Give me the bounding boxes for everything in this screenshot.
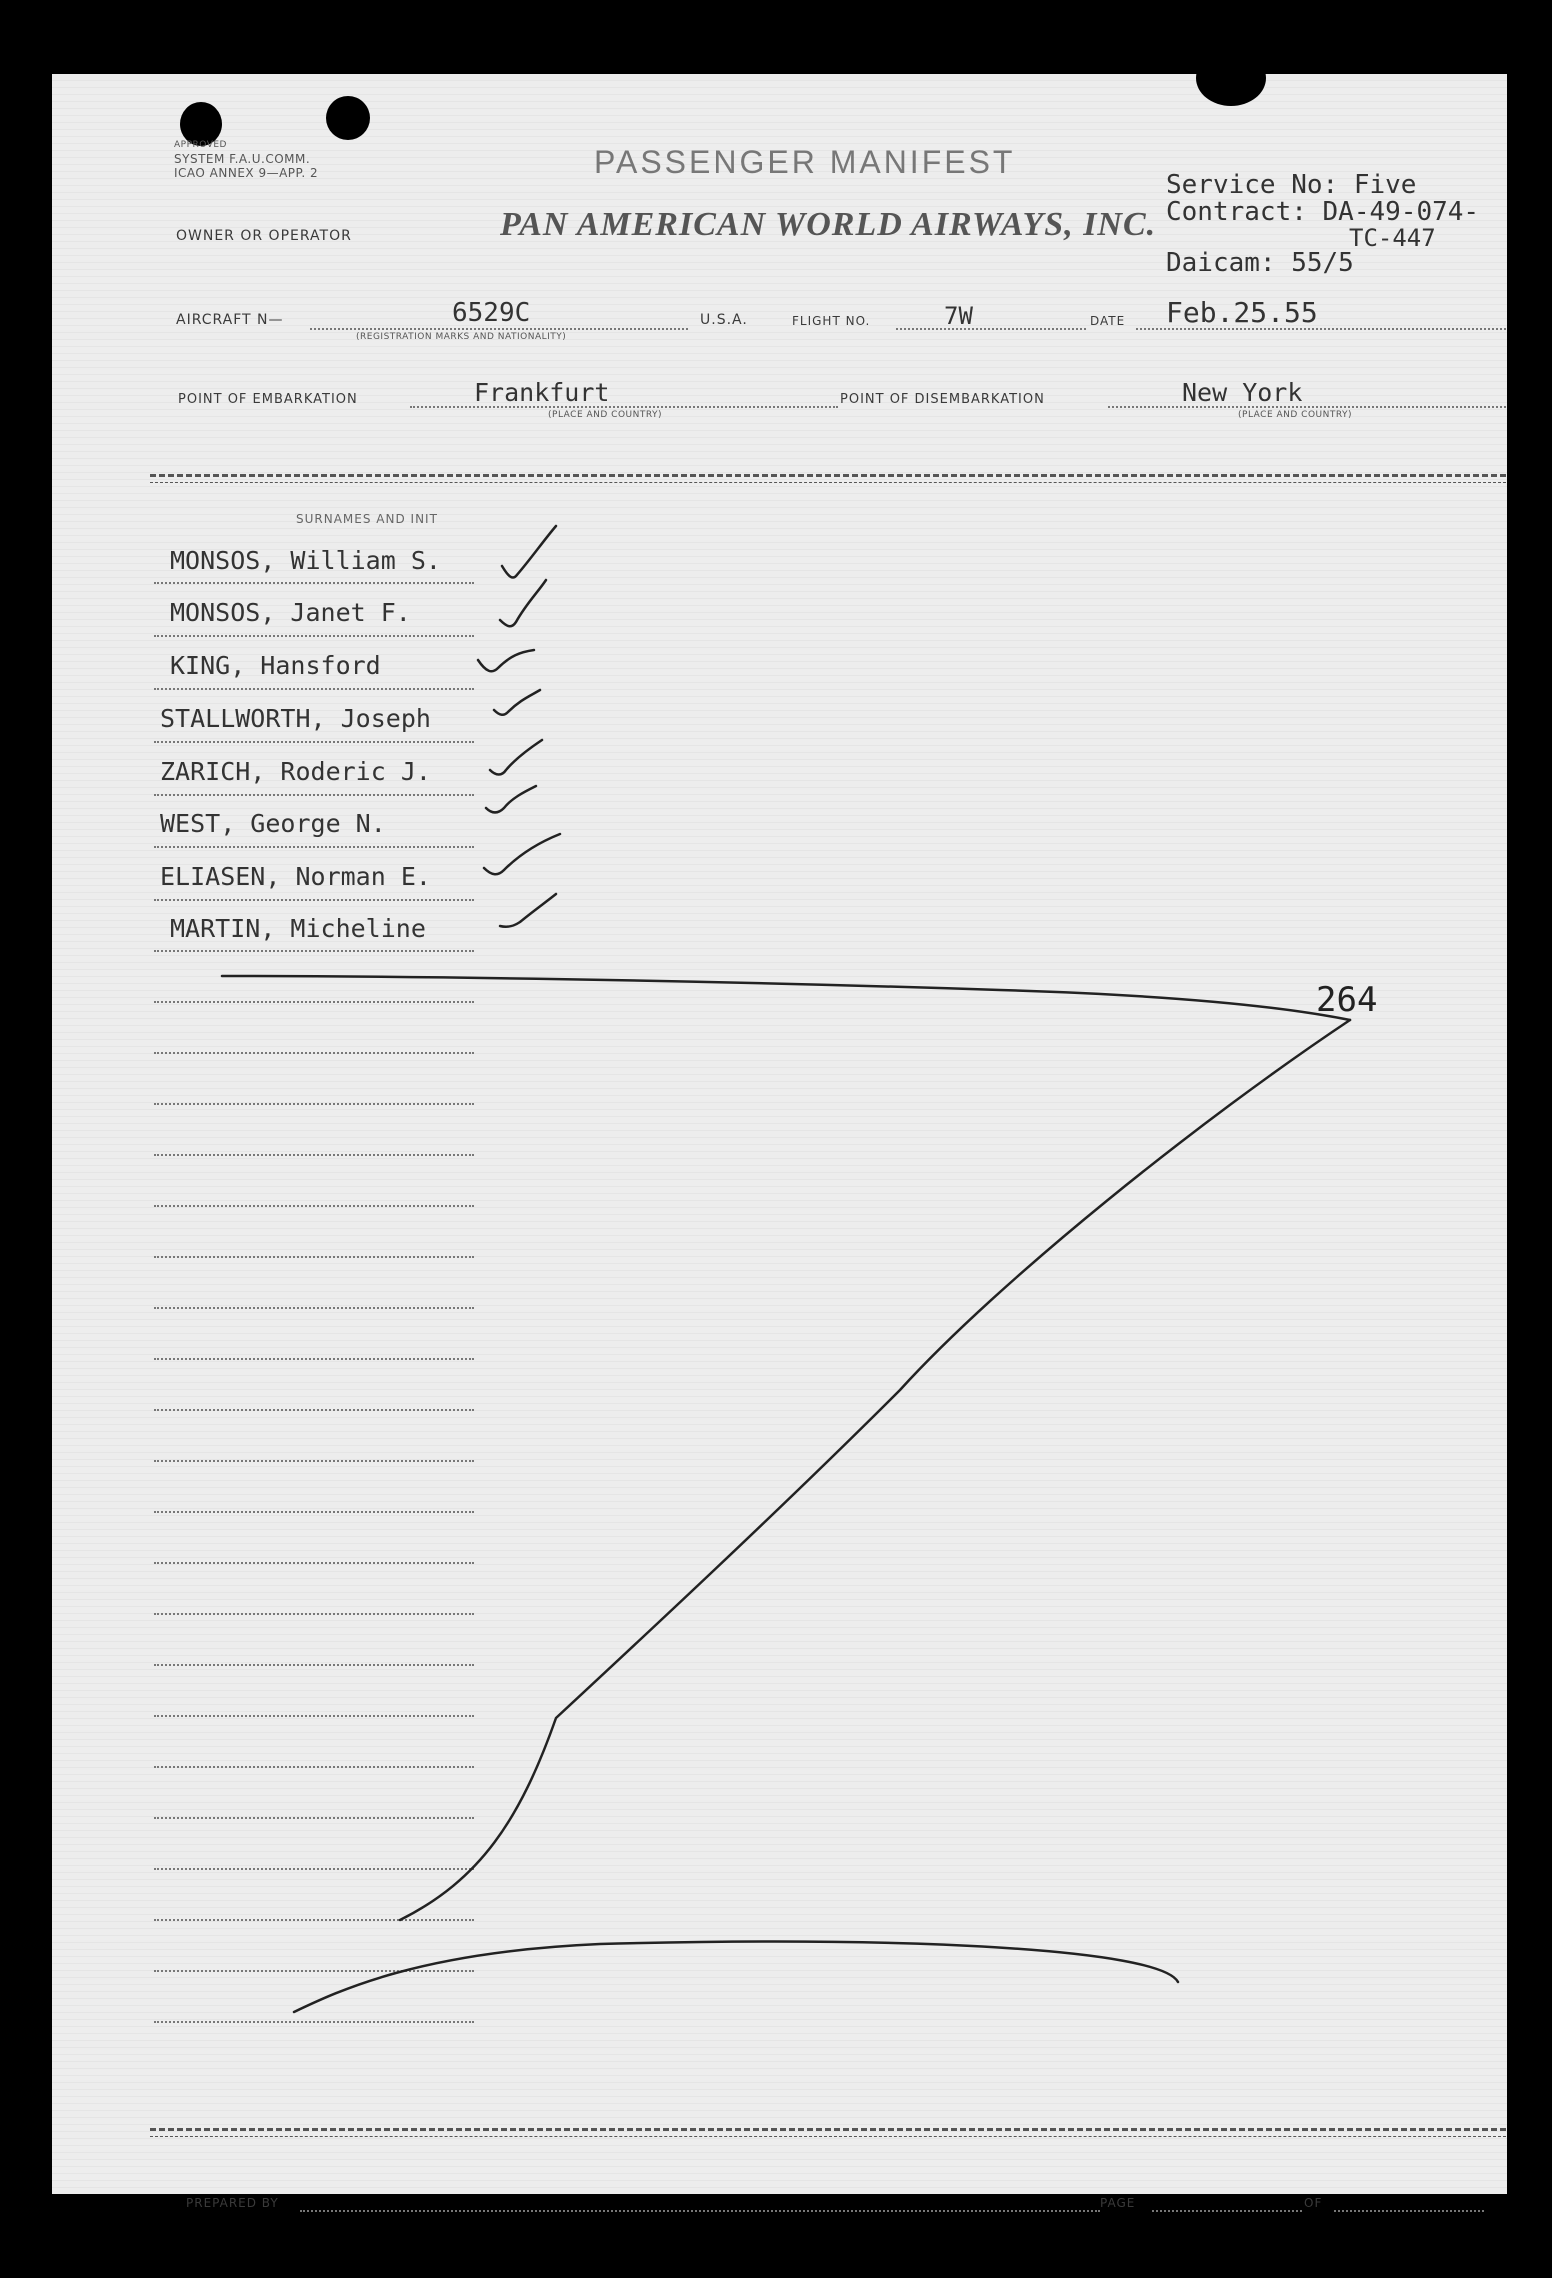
ruled-line (154, 582, 474, 584)
disembarkation-underline (1108, 406, 1506, 408)
owner-label: OWNER OR OPERATOR (176, 228, 352, 244)
ruled-line (154, 741, 474, 743)
ruled-line (154, 688, 474, 690)
ruled-line (154, 2021, 474, 2023)
ruled-line (154, 1205, 474, 1207)
ruled-line (154, 1715, 474, 1717)
form-title: PASSENGER MANIFEST (594, 144, 1016, 180)
tc-number: TC-447 (1349, 224, 1436, 252)
passenger-row: STALLWORTH, Joseph (160, 704, 431, 733)
ruled-line (154, 1409, 474, 1411)
registration-caption: (REGISTRATION MARKS AND NATIONALITY) (356, 332, 567, 342)
flight-label: FLIGHT NO. (792, 314, 871, 328)
ruled-line (154, 1664, 474, 1666)
ruled-line (154, 1001, 474, 1003)
of-underline (1334, 2210, 1484, 2212)
ruled-line (154, 1256, 474, 1258)
footer-separator (150, 2128, 1506, 2131)
flight-value: 7W (944, 302, 973, 330)
approval-line-3: ICAO ANNEX 9—APP. 2 (174, 166, 319, 180)
column-header-surnames: SURNAMES AND INIT (296, 512, 438, 526)
ruled-line (154, 1613, 474, 1615)
date-value: Feb.25.55 (1166, 296, 1318, 329)
service-number: Service No: Five (1166, 170, 1417, 200)
ruled-line (154, 1307, 474, 1309)
embarkation-label: POINT OF EMBARKATION (178, 392, 358, 407)
ruled-line (154, 846, 474, 848)
prepared-by-label: PREPARED BY (186, 2196, 279, 2210)
page-label: PAGE (1100, 2196, 1136, 2210)
ruled-line (154, 794, 474, 796)
punch-hole-right (1196, 50, 1266, 106)
passenger-row: KING, Hansford (170, 651, 381, 680)
passenger-row: WEST, George N. (160, 809, 386, 838)
contract-number: Contract: DA-49-074- (1166, 197, 1480, 227)
header-separator (150, 474, 1506, 477)
handwritten-count: 264 (1316, 980, 1378, 1020)
punch-hole-center (326, 96, 370, 140)
footer-separator-2 (150, 2136, 1506, 2137)
flight-underline (896, 328, 1086, 330)
disembarkation-value: New York (1182, 378, 1303, 407)
passenger-row: ZARICH, Roderic J. (160, 757, 431, 786)
ruled-line (154, 1460, 474, 1462)
ruled-line (154, 635, 474, 637)
ruled-line (154, 899, 474, 901)
ruled-line (154, 1154, 474, 1156)
header-separator-2 (150, 482, 1506, 483)
approval-line-2: SYSTEM F.A.U.COMM. (174, 152, 311, 166)
aircraft-label: AIRCRAFT N— (176, 312, 284, 328)
embarkation-caption: (PLACE AND COUNTRY) (548, 410, 663, 420)
aircraft-underline (310, 328, 688, 330)
passenger-row: MARTIN, Micheline (170, 914, 426, 943)
ruled-line (154, 1817, 474, 1819)
date-label: DATE (1090, 314, 1126, 328)
page-underline (1152, 2210, 1302, 2212)
prepared-by-underline (300, 2210, 1100, 2212)
ruled-line (154, 1562, 474, 1564)
ruled-line (154, 1919, 474, 1921)
aircraft-value: 6529C (452, 298, 531, 328)
passenger-row: MONSOS, Janet F. (170, 598, 411, 627)
ruled-line (154, 1970, 474, 1972)
ruled-line (154, 1868, 474, 1870)
usa-label: U.S.A. (700, 312, 748, 328)
disembarkation-caption: (PLACE AND COUNTRY) (1238, 410, 1353, 420)
operator-name: PAN AMERICAN WORLD AIRWAYS, INC. (500, 206, 1157, 243)
passenger-row: ELIASEN, Norman E. (160, 862, 431, 891)
of-label: OF (1304, 2196, 1323, 2210)
ruled-line (154, 1511, 474, 1513)
ruled-line (154, 1766, 474, 1768)
embarkation-value: Frankfurt (474, 378, 610, 407)
ruled-line (154, 1103, 474, 1105)
ruled-line (154, 950, 474, 952)
ruled-line (154, 1052, 474, 1054)
approval-line-1: APPROVED (174, 140, 227, 150)
ruled-line (154, 1358, 474, 1360)
disembarkation-label: POINT OF DISEMBARKATION (840, 392, 1045, 407)
daicam-number: Daicam: 55/5 (1166, 248, 1354, 278)
passenger-row: MONSOS, William S. (170, 546, 441, 575)
